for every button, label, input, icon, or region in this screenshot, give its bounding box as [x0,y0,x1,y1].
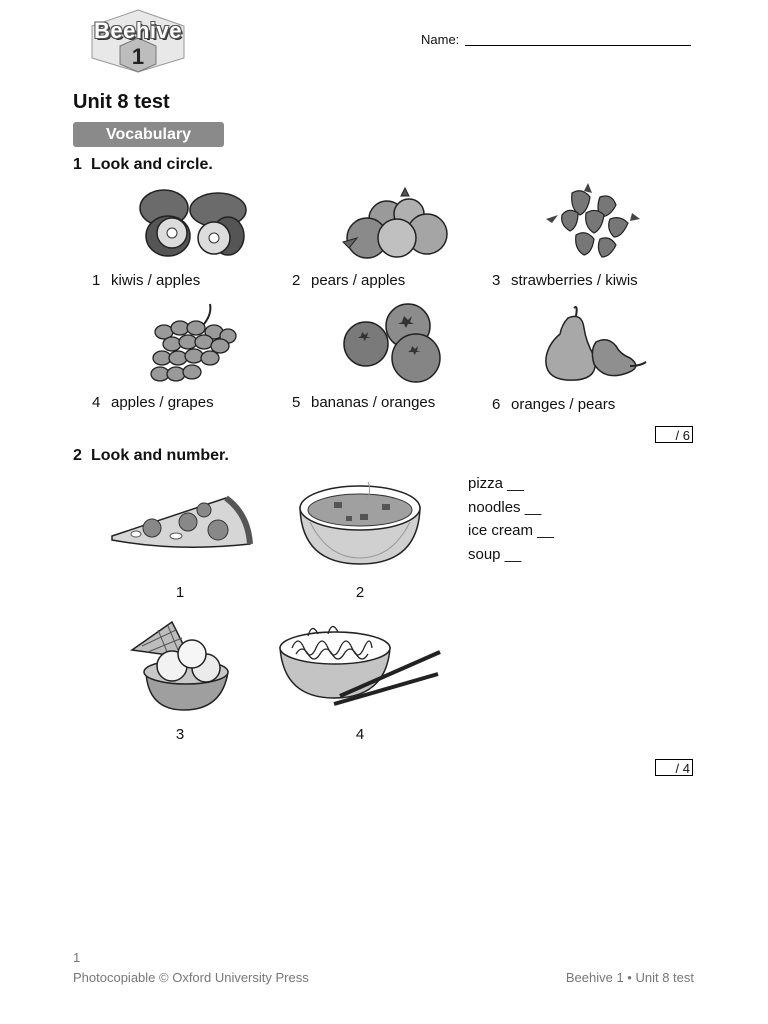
ex1-item-6[interactable] [492,396,615,413]
oranges-icon [342,304,442,384]
picture-number: 3 [175,726,185,743]
noodles-icon [278,622,442,710]
word-item[interactable]: noodles __ [468,498,542,516]
exercise-number: 1 [73,156,82,173]
item-number: 1 [92,272,101,289]
ex1-item-3[interactable] [492,272,638,289]
ex1-item-2[interactable] [292,272,405,289]
section-label: Vocabulary [73,122,224,147]
page-number: 1 [73,950,81,965]
item-number: 5 [292,394,301,411]
item-number: 4 [92,394,101,411]
copyright-text: Photocopiable © Oxford University Press [73,970,309,985]
picture-number: 4 [355,726,365,743]
item-number: 6 [492,396,501,413]
logo-text: Beehive [94,18,182,43]
footer-right-text: Beehive 1 • Unit 8 test [565,970,694,985]
picture-number: 1 [175,584,185,601]
item-number: 3 [492,272,501,289]
pears-icon [540,304,650,384]
ex1-score-box[interactable]: / 6 [655,426,693,443]
exercise-1-heading [73,156,213,174]
name-field[interactable] [465,45,691,46]
word-list [468,472,554,566]
ex1-item-5[interactable] [292,394,435,411]
apples-icon [335,186,450,261]
picture-number: 2 [355,584,365,601]
beehive-logo [86,8,190,74]
ex2-score-box[interactable]: / 4 [655,759,693,776]
ice-cream-icon [128,620,234,712]
ex1-item-1[interactable] [92,272,200,289]
exercise-instruction: Look and number. [91,447,229,464]
grapes-icon [148,304,236,386]
pizza-icon [108,494,254,554]
item-choices: strawberries / kiwis [511,272,638,289]
exercise-2-heading [73,447,229,465]
item-choices: pears / apples [311,272,406,289]
item-choices: apples / grapes [111,394,214,411]
word-item[interactable]: pizza __ [468,475,524,492]
word-item[interactable]: ice cream __ [468,522,554,539]
ex1-item-4[interactable] [92,394,214,411]
item-choices: oranges / pears [511,396,616,413]
item-choices: kiwis / apples [111,272,201,289]
word-item[interactable]: soup __ [468,545,522,563]
exercise-number: 2 [73,447,82,464]
page-title: Unit 8 test [73,91,170,113]
item-number: 2 [292,272,301,289]
strawberries-icon [542,183,642,263]
exercise-instruction: Look and circle. [91,156,213,173]
name-label: Name: [421,32,460,47]
logo-number: 1 [131,44,145,69]
soup-icon [298,478,422,566]
item-choices: bananas / oranges [311,394,436,411]
kiwis-icon [138,186,248,258]
